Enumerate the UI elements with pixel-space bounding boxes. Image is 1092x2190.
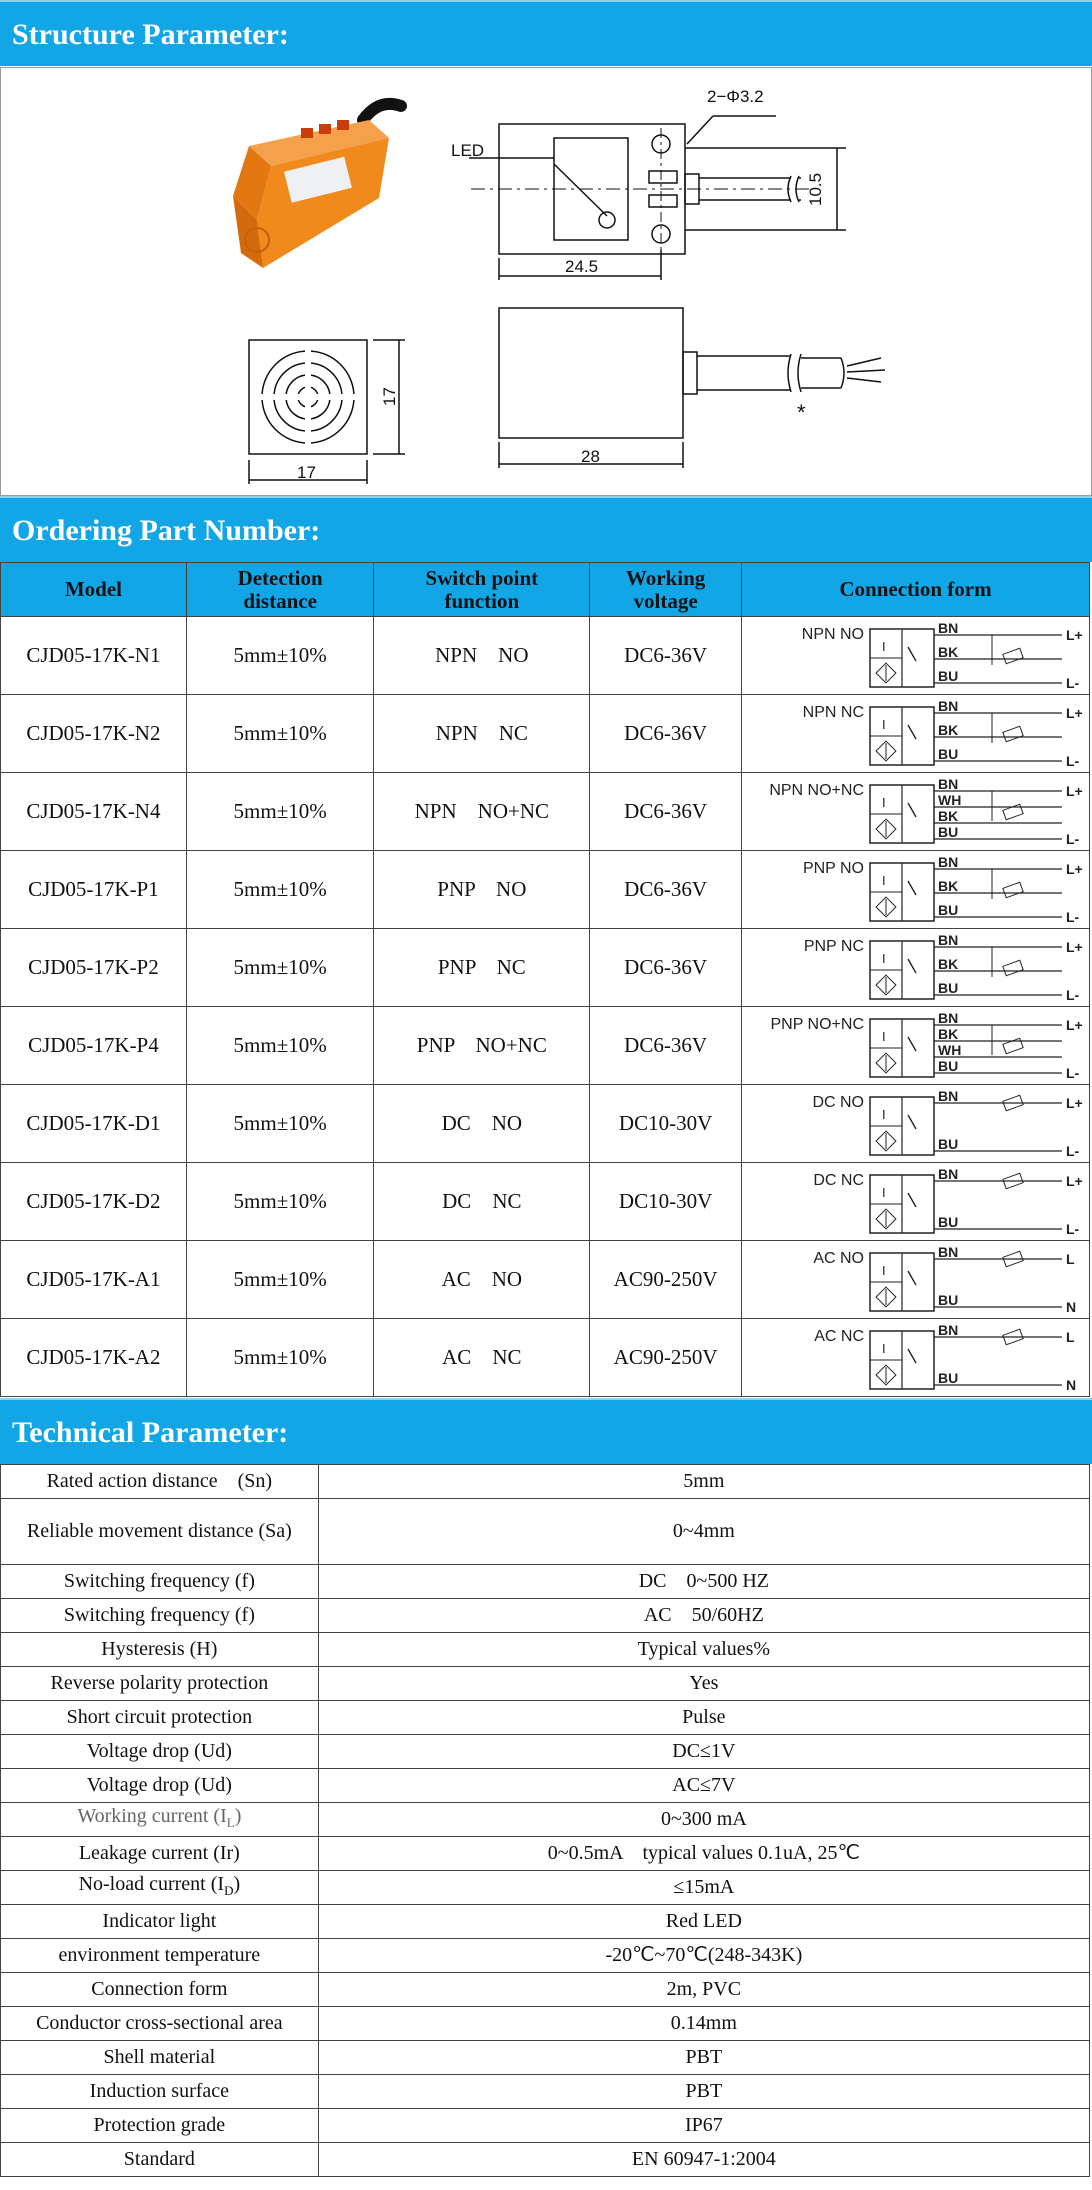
order-voltage: AC90-250V bbox=[590, 1241, 742, 1319]
connection-diagram-cell bbox=[741, 773, 1089, 851]
tech-value: 0.14mm bbox=[318, 2007, 1089, 2041]
tech-value: AC 50/60HZ bbox=[318, 1599, 1089, 1633]
tech-label: Voltage drop (Ud) bbox=[1, 1769, 319, 1803]
technical-header: Technical Parameter: bbox=[0, 1398, 1092, 1464]
wire-label: BN bbox=[937, 854, 959, 870]
tech-row bbox=[1, 1837, 1090, 1871]
tech-label: Shell material bbox=[1, 2041, 319, 2075]
wire-label: WH bbox=[937, 792, 962, 808]
terminal-top: L bbox=[1065, 1329, 1075, 1345]
order-function: NPN NC bbox=[374, 695, 590, 773]
col-connection: Connection form bbox=[741, 563, 1089, 617]
wire-label: BU bbox=[937, 668, 959, 684]
order-row bbox=[1, 851, 1090, 929]
order-voltage: DC6-36V bbox=[590, 695, 742, 773]
order-voltage: DC6-36V bbox=[590, 773, 742, 851]
terminal-top: L+ bbox=[1065, 1173, 1083, 1189]
svg-text:I: I bbox=[881, 1029, 886, 1044]
tech-label: Short circuit protection bbox=[1, 1701, 319, 1735]
tech-label: Hysteresis (H) bbox=[1, 1633, 319, 1667]
connection-diagram bbox=[742, 773, 1088, 850]
tech-row bbox=[1, 2007, 1090, 2041]
wire-label: BN bbox=[937, 1088, 959, 1104]
terminal-top: L+ bbox=[1065, 705, 1083, 721]
order-function: DC NC bbox=[374, 1163, 590, 1241]
tech-row bbox=[1, 2041, 1090, 2075]
tech-row bbox=[1, 1769, 1090, 1803]
order-row bbox=[1, 617, 1090, 695]
order-row bbox=[1, 1007, 1090, 1085]
order-function: DC NO bbox=[374, 1085, 590, 1163]
order-distance: 5mm±10% bbox=[186, 1007, 374, 1085]
order-voltage: DC10-30V bbox=[590, 1085, 742, 1163]
col-distance: Detection distance bbox=[186, 563, 374, 617]
terminal-bottom: L- bbox=[1065, 1065, 1080, 1081]
tech-value: 0~0.5mA typical values 0.1uA, 25℃ bbox=[318, 1837, 1089, 1871]
dim-face: 17 bbox=[297, 463, 316, 482]
connection-diagram-cell bbox=[741, 1085, 1089, 1163]
connection-diagram bbox=[742, 1241, 1088, 1318]
svg-text:I: I bbox=[881, 795, 886, 810]
tech-row bbox=[1, 1973, 1090, 2007]
order-row bbox=[1, 1163, 1090, 1241]
order-distance: 5mm±10% bbox=[186, 773, 374, 851]
wire-label: BN bbox=[937, 1010, 959, 1026]
wire-label: BN bbox=[937, 1322, 959, 1338]
order-voltage: DC6-36V bbox=[590, 851, 742, 929]
tech-label: Voltage drop (Ud) bbox=[1, 1735, 319, 1769]
connection-title: PNP NO+NC bbox=[770, 1016, 864, 1033]
terminal-bottom: L- bbox=[1065, 831, 1080, 847]
col-function: Switch point function bbox=[374, 563, 590, 617]
terminal-top: L+ bbox=[1065, 1017, 1083, 1033]
tech-label: Reliable movement distance (Sa) bbox=[1, 1499, 319, 1565]
order-distance: 5mm±10% bbox=[186, 1319, 374, 1397]
tech-row bbox=[1, 1701, 1090, 1735]
order-row bbox=[1, 1319, 1090, 1397]
order-model: CJD05-17K-A1 bbox=[1, 1241, 187, 1319]
order-model: CJD05-17K-D1 bbox=[1, 1085, 187, 1163]
svg-text:I: I bbox=[881, 717, 886, 732]
connection-diagram bbox=[742, 1163, 1088, 1240]
connection-title: AC NC bbox=[814, 1328, 864, 1345]
order-model: CJD05-17K-P2 bbox=[1, 929, 187, 1007]
order-voltage: DC6-36V bbox=[590, 1007, 742, 1085]
order-row bbox=[1, 1241, 1090, 1319]
tech-label: Working current $(I_L)$ bbox=[1, 1803, 319, 1837]
order-function: NPN NO bbox=[374, 617, 590, 695]
svg-text:I: I bbox=[881, 639, 886, 654]
tech-label: Protection grade bbox=[1, 2109, 319, 2143]
tech-row bbox=[1, 1465, 1090, 1499]
tech-value: EN 60947-1:2004 bbox=[318, 2143, 1089, 2177]
tech-row bbox=[1, 1499, 1090, 1565]
tech-value: DC≤1V bbox=[318, 1735, 1089, 1769]
order-model: CJD05-17K-P4 bbox=[1, 1007, 187, 1085]
wire-label: BK bbox=[937, 878, 959, 894]
wire-label: WH bbox=[937, 1042, 962, 1058]
wire-label: BU bbox=[937, 1136, 959, 1152]
led-label: LED bbox=[451, 141, 485, 160]
wire-label: BU bbox=[937, 746, 959, 762]
tech-value: Red LED bbox=[318, 1905, 1089, 1939]
order-voltage: DC6-36V bbox=[590, 929, 742, 1007]
connection-diagram-cell bbox=[741, 617, 1089, 695]
order-function: PNP NO bbox=[374, 851, 590, 929]
svg-text:I: I bbox=[881, 1341, 886, 1356]
wire-label: BN bbox=[937, 1166, 959, 1182]
order-voltage: DC6-36V bbox=[590, 617, 742, 695]
dim-width: 24.5 bbox=[565, 257, 599, 276]
tech-row bbox=[1, 1803, 1090, 1837]
connection-diagram bbox=[742, 617, 1088, 694]
svg-text:I: I bbox=[881, 1185, 886, 1200]
order-row bbox=[1, 773, 1090, 851]
order-model: CJD05-17K-N2 bbox=[1, 695, 187, 773]
connection-diagram bbox=[742, 695, 1088, 772]
tech-label: Conductor cross-sectional area bbox=[1, 2007, 319, 2041]
tech-label: environment temperature bbox=[1, 1939, 319, 1973]
dim-height: 10.5 bbox=[806, 172, 825, 206]
wire-label: BU bbox=[937, 902, 959, 918]
terminal-bottom: L- bbox=[1065, 675, 1080, 691]
order-distance: 5mm±10% bbox=[186, 1163, 374, 1241]
order-row bbox=[1, 695, 1090, 773]
connection-diagram bbox=[742, 1007, 1088, 1084]
tech-label: Switching frequency (f) bbox=[1, 1565, 319, 1599]
order-model: CJD05-17K-N1 bbox=[1, 617, 187, 695]
sensor-photo bbox=[233, 104, 401, 268]
technical-drawing bbox=[1, 68, 1091, 495]
tech-label: Standard bbox=[1, 2143, 319, 2177]
structure-header: Structure Parameter: bbox=[0, 0, 1092, 66]
order-model: CJD05-17K-A2 bbox=[1, 1319, 187, 1397]
connection-diagram-cell bbox=[741, 1319, 1089, 1397]
tech-value: 0~4mm bbox=[318, 1499, 1089, 1565]
col-model: Model bbox=[1, 563, 187, 617]
tech-value: -20℃~70℃(248-343K) bbox=[318, 1939, 1089, 1973]
ordering-table bbox=[0, 562, 1090, 1397]
col-voltage: Working voltage bbox=[590, 563, 742, 617]
tech-value: Yes bbox=[318, 1667, 1089, 1701]
tech-label: Connection form bbox=[1, 1973, 319, 2007]
order-model: CJD05-17K-D2 bbox=[1, 1163, 187, 1241]
tech-row bbox=[1, 1939, 1090, 1973]
terminal-top: L+ bbox=[1065, 861, 1083, 877]
technical-table bbox=[0, 1464, 1090, 2177]
wire-label: BK bbox=[937, 956, 959, 972]
svg-text:I: I bbox=[881, 951, 886, 966]
connection-diagram-cell bbox=[741, 695, 1089, 773]
connection-diagram bbox=[742, 1319, 1088, 1396]
order-distance: 5mm±10% bbox=[186, 695, 374, 773]
svg-text:I: I bbox=[881, 873, 886, 888]
terminal-top: L+ bbox=[1065, 1095, 1083, 1111]
wire-label: BU bbox=[937, 824, 959, 840]
wire-label: BU bbox=[937, 1214, 959, 1230]
order-function: AC NC bbox=[374, 1319, 590, 1397]
dim-length: 28 bbox=[581, 447, 600, 466]
connection-title: DC NC bbox=[813, 1172, 864, 1189]
tech-label: Induction surface bbox=[1, 2075, 319, 2109]
tech-row bbox=[1, 1667, 1090, 1701]
wire-label: BN bbox=[937, 776, 959, 792]
wire-label: BN bbox=[937, 932, 959, 948]
terminal-top: L+ bbox=[1065, 939, 1083, 955]
wire-label: BU bbox=[937, 1370, 959, 1386]
wire-label: BN bbox=[937, 698, 959, 714]
tech-label: Leakage current (Ir) bbox=[1, 1837, 319, 1871]
tech-label: Switching frequency (f) bbox=[1, 1599, 319, 1633]
tech-row bbox=[1, 2143, 1090, 2177]
order-function: AC NO bbox=[374, 1241, 590, 1319]
order-distance: 5mm±10% bbox=[186, 929, 374, 1007]
connection-title: DC NO bbox=[812, 1094, 864, 1111]
tech-value: PBT bbox=[318, 2075, 1089, 2109]
tech-value: Typical values% bbox=[318, 1633, 1089, 1667]
connection-title: NPN NO+NC bbox=[769, 782, 864, 799]
tech-label: Indicator light bbox=[1, 1905, 319, 1939]
connection-diagram bbox=[742, 929, 1088, 1006]
connection-diagram bbox=[742, 851, 1088, 928]
connection-diagram-cell bbox=[741, 851, 1089, 929]
terminal-bottom: L- bbox=[1065, 753, 1080, 769]
tech-row bbox=[1, 1871, 1090, 1905]
connection-diagram bbox=[742, 1085, 1088, 1162]
connection-title: NPN NC bbox=[802, 704, 864, 721]
tech-row bbox=[1, 1735, 1090, 1769]
tech-value: Pulse bbox=[318, 1701, 1089, 1735]
terminal-bottom: L- bbox=[1065, 1143, 1080, 1159]
tech-value: IP67 bbox=[318, 2109, 1089, 2143]
connection-diagram-cell bbox=[741, 1007, 1089, 1085]
tech-value: AC≤7V bbox=[318, 1769, 1089, 1803]
wire-label: BK bbox=[937, 1026, 959, 1042]
tech-value: PBT bbox=[318, 2041, 1089, 2075]
wire-label: BK bbox=[937, 644, 959, 660]
terminal-bottom: N bbox=[1065, 1377, 1077, 1393]
tech-row bbox=[1, 1599, 1090, 1633]
terminal-bottom: N bbox=[1065, 1299, 1077, 1315]
connection-title: PNP NC bbox=[803, 938, 864, 955]
structure-drawing bbox=[0, 67, 1092, 496]
tech-value: 0~300 mA bbox=[318, 1803, 1089, 1837]
svg-text:I: I bbox=[881, 1263, 886, 1278]
order-function: PNP NO+NC bbox=[374, 1007, 590, 1085]
order-row bbox=[1, 1085, 1090, 1163]
ordering-header: Ordering Part Number: bbox=[0, 496, 1092, 562]
wire-label: BU bbox=[937, 980, 959, 996]
order-voltage: AC90-250V bbox=[590, 1319, 742, 1397]
tech-row bbox=[1, 1565, 1090, 1599]
tech-row bbox=[1, 1905, 1090, 1939]
terminal-top: L+ bbox=[1065, 627, 1083, 643]
terminal-top: L bbox=[1065, 1251, 1075, 1267]
order-voltage: DC10-30V bbox=[590, 1163, 742, 1241]
wire-label: BU bbox=[937, 1058, 959, 1074]
wire-label: BN bbox=[937, 1244, 959, 1260]
connection-diagram-cell bbox=[741, 1163, 1089, 1241]
tech-label: Rated action distance (Sn) bbox=[1, 1465, 319, 1499]
cable-mark: * bbox=[797, 400, 806, 425]
terminal-bottom: L- bbox=[1065, 909, 1080, 925]
connection-title: NPN NO bbox=[801, 626, 864, 643]
terminal-bottom: L- bbox=[1065, 987, 1080, 1003]
tech-row bbox=[1, 1633, 1090, 1667]
tech-label: No-load current $(I_D)$ bbox=[1, 1871, 319, 1905]
terminal-top: L+ bbox=[1065, 783, 1083, 799]
ordering-header-row bbox=[1, 563, 1090, 617]
tech-value: 2m, PVC bbox=[318, 1973, 1089, 2007]
dim-side: 17 bbox=[380, 387, 399, 406]
order-model: CJD05-17K-N4 bbox=[1, 773, 187, 851]
tech-label: Reverse polarity protection bbox=[1, 1667, 319, 1701]
tech-row bbox=[1, 2075, 1090, 2109]
order-function: NPN NO+NC bbox=[374, 773, 590, 851]
wire-label: BK bbox=[937, 808, 959, 824]
order-row bbox=[1, 929, 1090, 1007]
wire-label: BN bbox=[937, 620, 959, 636]
tech-value: 5mm bbox=[318, 1465, 1089, 1499]
tech-value: DC 0~500 HZ bbox=[318, 1565, 1089, 1599]
order-distance: 5mm±10% bbox=[186, 1085, 374, 1163]
order-model: CJD05-17K-P1 bbox=[1, 851, 187, 929]
connection-title: PNP NO bbox=[802, 860, 864, 877]
connection-diagram-cell bbox=[741, 1241, 1089, 1319]
wire-label: BK bbox=[937, 722, 959, 738]
order-distance: 5mm±10% bbox=[186, 617, 374, 695]
terminal-bottom: L- bbox=[1065, 1221, 1080, 1237]
svg-text:I: I bbox=[881, 1107, 886, 1122]
tech-row bbox=[1, 2109, 1090, 2143]
wire-label: BU bbox=[937, 1292, 959, 1308]
tech-value: ≤15mA bbox=[318, 1871, 1089, 1905]
connection-title: AC NO bbox=[813, 1250, 864, 1267]
connection-diagram-cell bbox=[741, 929, 1089, 1007]
order-distance: 5mm±10% bbox=[186, 1241, 374, 1319]
order-function: PNP NC bbox=[374, 929, 590, 1007]
holes-label: 2−Φ3.2 bbox=[707, 87, 764, 106]
order-distance: 5mm±10% bbox=[186, 851, 374, 929]
